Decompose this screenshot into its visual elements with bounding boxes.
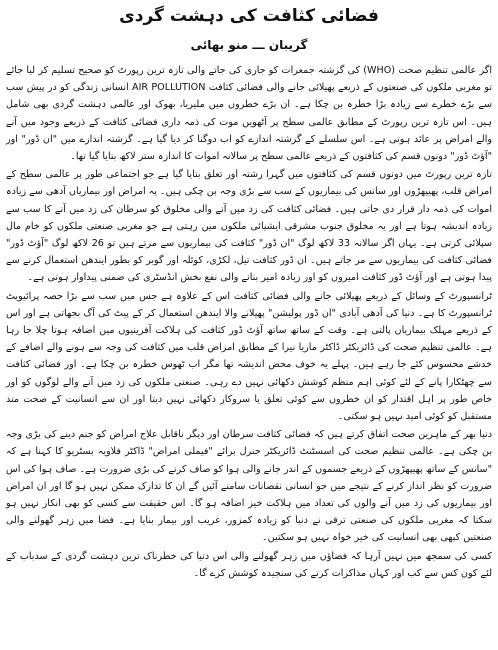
article-paragraph: ٹرانسپورٹ کے وسائل کے ذریعے پھیلائی جانے والی فضائی کثافت اس کے علاوہ ہے جس میں سب سے بڑا حصہ پرائیویٹ ٹرانسپورٹ کا ہے۔ دنیا کی آدھی آبادی "ان ڈور پولیشن" پھیلانے والا ایندھن استعمال کر کے پیٹ کی آگ بجھاتی ہے اور اس کے ذریعے مہلک بیماریاں پالتی ہے۔ وقت کے ساتھ ساتھ آؤٹ ڈور کثافت کی ہلاکت آفرینیوں میں اضافہ ہوتا چلا جا رہا ہے۔ عالمی تنظیم صحت کی ڈائریکٹر ڈاکٹر ماریا نیرا کے مطابق امراض قلب میں کثافت کی وجہ سے ہونے والے اضافے کے خدشے محسوس کئے جا رہے ہیں۔ پہلے یہ خوف محض اندیشہ تھا مگر اب ٹھوس خطرہ بن چکا ہے۔ اور فضائی کثافت سے چھٹکارا پانے کے لئے کوئی اہم منظم کوشش دکھائی نہیں دے رہی۔ صنعتی ملکوں کی زد میں آنے والے لوگوں کو اور خاص طور پر اہل اقتدار کو ان خطروں سے کوئی تعلق یا سروکار دکھائی نہیں دیتا اور ان سے انسانیت کے صحت مند مستقبل کو کوئی امید نہیں ہو سکتی۔ [6,290,492,423]
article-body [6,62,492,582]
article-byline: گریبان ـــ منو بھائی [190,38,308,52]
article-paragraph: دنیا بھر کے ماہرین صحت اتفاق کرتے ہیں کہ فضائی کثافت سرطان اور دیگر ناقابل علاج امراض کو جنم دینے کی بڑی وجہ بن چکی ہے۔ عالمی تنظیم صحت کی اسسٹنٹ ڈائریکٹر جنرل برائے "فیملی امراض" ڈاکٹر فلاویہ بسٹریو کا کہنا ہے کہ "سانس کے ساتھ پھیپھڑوں کے ذریعے جسموں کے اندر جانے والی ہوا کو صاف کرنے کی بڑی ضرورت ہے۔ صاف ہوا کی اس ضرورت کو نظر انداز کرنے کے نتیجے میں جو انسانی نقصانات سامنے آئیں گے ان کا تدارک ممکن نہیں ہو گا اور ان امراض اور بیماریوں کی زد میں آنے والوں کی تعداد میں ہلاکت خیز اضافہ ہو گا۔ اس حقیقت سے کسی کو بھی انکار نہیں ہو سکتا کہ مغربی ملکوں کی صنعتی ترقی نے دنیا کو زیادہ کمزور، غریب اور بیمار بنایا ہے۔ فضا میں زہر گھولنے والی صنعتیں کبھی بھی انسانیت کی خیر خواہ نہیں ہو سکتیں۔ [6,429,492,544]
article-paragraph: تازہ ترین رپورٹ میں دونوں قسم کی کثافتوں میں گہرا رشتہ اور تعلق بتایا گیا ہے جو اجتماعی طور پر عالمی سطح کے امراض قلب، پھیپھڑوں اور سانس کی بیماریوں کے سب سے بڑی وجہ بن چکی ہیں۔ یہ امراض اور بیماریاں آدھی سے زیادہ اموات کی ذمہ دار قرار دی جاتی ہیں۔ فضائی کثافت کی زد میں آنے والی مخلوق کو سرطان کی زد میں آنے کا سب سے زیادہ اندیشہ ہوتا ہے اور یہ مخلوق جنوب مشرقی ایشیائی ملکوں میں رہتی ہے جو مغربی صنعتی ملکوں کو خام مال سپلائی کرتی ہے۔ یہاں اگر سالانہ 33 لاکھ لوگ "ان ڈور" کثافت کی بیماریوں سے مرتے ہیں تو 26 لاکھ لوگ "آؤٹ ڈور" فضائی کثافت کی بیماریوں سے مر جاتے ہیں۔ ان ڈور کثافت تیل، لکڑی، کوئلہ اور گوبر کو بطور ایندھن استعمال کرنے سے پیدا ہوتی ہے اور آؤٹ ڈور کثافت امیروں کو اور زیادہ امیر بنانے والی نفع بخش انڈسٹری کی ضمنی پیداوار ہوتی ہے۔ [6,169,492,284]
article-paragraph: کسی کی سمجھ میں نہیں آرہا کہ فضاؤں میں زہر گھولنے والی اس دنیا کی خطرناک ترین دہشت گردی کے سدباب کے لئے کون کس سے کب اور کہاں مذاکرات کرنے کی سنجیدہ کوشش کرے گا۔ [6,550,492,579]
article-paragraph: اگر عالمی تنظیم صحت (WHO) کی گزشتہ جمعرات کو جاری کی جانے والی تازہ ترین رپورٹ کو صحیح تسلیم کر لیا جائے تو مغربی ملکوں کی صنعتوں کے ذریعے پھیلائی جانے والی فضائی کثافت AIR POLLUTION انسانی زندگی کو در پیش سب سے بڑے خطرے سے زیادہ بڑا خطرہ بن چکا ہے۔ ان بڑے خطروں میں ملیریا، بھوک اور عالمی دہشت گردی بھی شامل ہیں۔ اس تازہ ترین رپورٹ کے مطابق عالمی سطح پر آٹھویں موت کی ذمہ داری فضائی کثافت کے ذریعے وجود میں آنے والے امراض پر عائد ہوتی ہے۔ اس سلسلے کے گزشتہ اندازے کو اب دوگنا کر دیا گیا ہے۔ گزشتہ اندازے میں "ان ڈور" اور "آؤٹ ڈور" دونوں قسم کی کثافتوں کے ذریعے عالمی سطح پر سالانہ اموات کا اندازہ ستر لاکھ بتایا گیا تھا۔ [6,65,492,163]
article-title: فضائی کثافت کی دہشت گردی [119,6,379,26]
